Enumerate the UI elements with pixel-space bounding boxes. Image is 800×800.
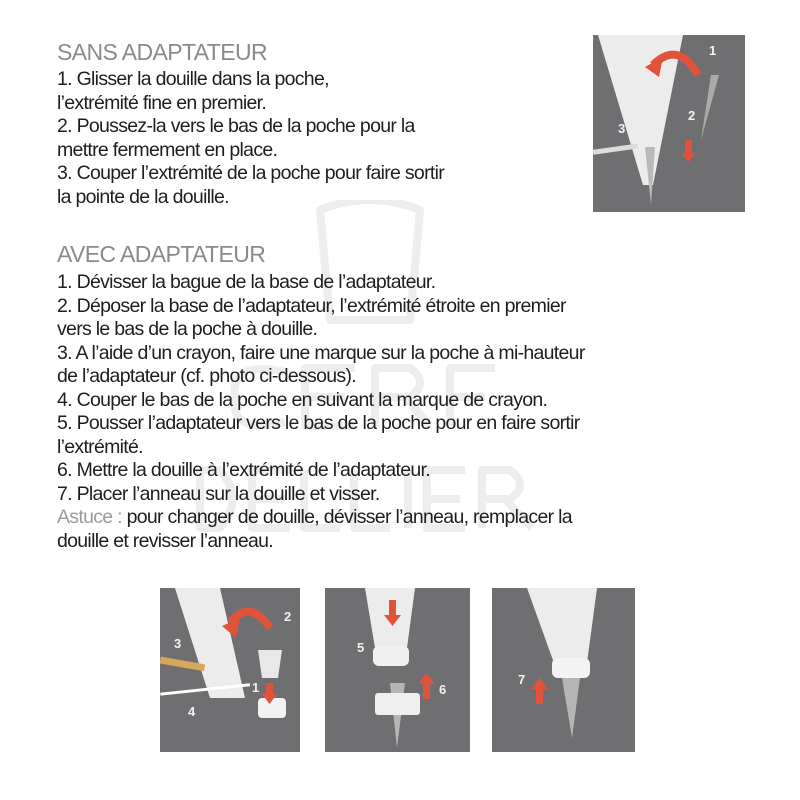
step-line: 5. Pousser l’adaptateur vers le bas de la poche pour en faire sortir [57,412,580,434]
step-number-label: 3 [618,121,626,136]
step-number-label: 6 [439,682,447,697]
photo-adapter-steps-5-6 [325,588,470,752]
step-line: 1. Glisser la douille dans la poche, [57,68,329,90]
photo-adapter-steps-1-4 [160,588,300,752]
step-line: 3. A l’aide d’un crayon, faire une marque sur la poche à mi-hauteur [57,341,585,364]
step-line: 1. Dévisser la bague de la base de l’adaptateur. [57,271,436,293]
tip-line [57,506,585,530]
step-number-label: 2 [284,609,292,624]
step-line: 3. Couper l’extrémité de la poche pour faire sortir [57,162,445,184]
photo-adapter-step-7 [492,588,635,752]
step-line: 2. Poussez-la vers le bas de la poche pour la [57,115,415,137]
steps-with-adapter [57,271,585,553]
step-line: 7. Placer l’anneau sur la douille et visser. [57,482,380,505]
step-line: vers le bas de la poche à douille. [57,318,318,340]
step-number-label: 7 [518,672,526,687]
step-line: l’extrémité. [57,435,143,458]
photo-without-adapter [593,35,745,212]
step-line: 6. Mettre la douille à l’extrémité de l’adaptateur. [57,459,430,481]
step-number-label: 5 [357,640,365,655]
tip-text: pour changer de douille, dévisser l’anneau, remplacer la [121,506,572,528]
step-line: la pointe de la douille. [57,185,229,208]
section-title-with-adapter: AVEC ADAPTATEUR [57,241,266,267]
step-number-label: 2 [688,108,696,123]
section-title-without-adapter: SANS ADAPTATEUR [57,39,267,65]
step-line: 2. Déposer la base de l’adaptateur, l’extrémité étroite en premier [57,294,566,317]
step-number-label: 1 [709,43,717,58]
tip-label: Astuce : [57,506,122,528]
tip-line: douille et revisser l’anneau. [57,529,274,552]
step-number-label: 1 [252,680,260,695]
step-line: l’extrémité fine en premier. [57,91,267,114]
steps-without-adapter [57,68,444,209]
step-number-label: 4 [188,704,196,719]
step-number-label: 3 [174,636,182,651]
step-line: 4. Couper le bas de la poche en suivant la marque de crayon. [57,388,548,411]
step-line: mettre fermement en place. [57,138,278,161]
step-line: de l’adaptateur (cf. photo ci-dessous). [57,365,356,387]
